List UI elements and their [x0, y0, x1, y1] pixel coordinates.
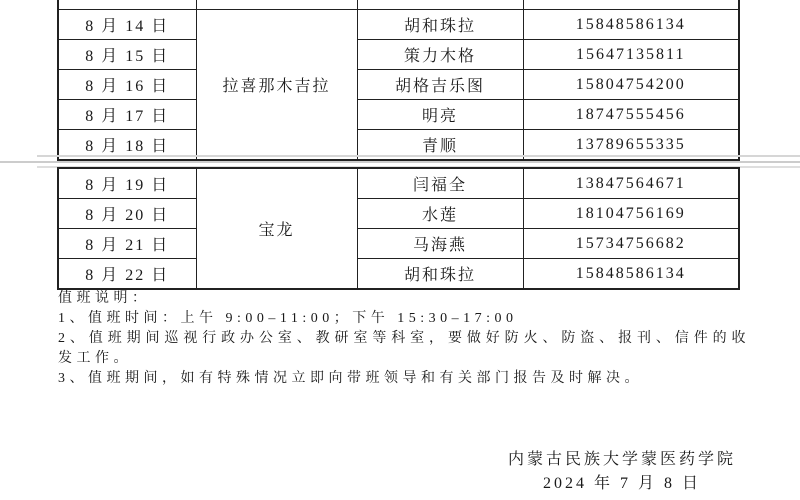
phone-cell: 15804754200 — [523, 70, 739, 100]
page-break-line — [0, 161, 800, 163]
phone-cell: 13847564671 — [523, 168, 739, 199]
table-row-clipped — [58, 0, 739, 10]
duty-notes — [58, 289, 750, 389]
page-break-line — [37, 155, 800, 157]
date-cell — [58, 0, 196, 10]
table-row — [58, 199, 739, 229]
name-cell: 青顺 — [357, 130, 523, 161]
notes-item-3: 3、值班期间，如有特殊情况立即向带班领导和有关部门报告及时解决。 — [58, 371, 643, 386]
date-cell: 8 月 22 日 — [58, 259, 196, 290]
leader-cell — [196, 0, 357, 10]
notes-item-2: 2、值班期间巡视行政办公室、教研室等科室，要做好防火、防盗、报刊、信件的收发工作。 — [58, 331, 750, 366]
table-row — [58, 10, 739, 40]
phone-cell: 13789655335 — [523, 130, 739, 161]
date-cell: 8 月 17 日 — [58, 100, 196, 130]
signature-date: 2024 年 7 月 8 日 — [542, 475, 701, 492]
name-cell: 马海燕 — [357, 229, 523, 259]
phone-cell: 15647135811 — [523, 40, 739, 70]
date-cell: 8 月 16 日 — [58, 70, 196, 100]
name-cell: 胡和珠拉 — [357, 10, 523, 40]
notes-item-1: 1、值班时间：上午 9:00–11:00；下午 15:30–17:00 — [58, 311, 518, 326]
name-cell: 闫福全 — [357, 168, 523, 199]
notes-title: 值班说明： — [58, 291, 151, 306]
phone-cell — [523, 0, 739, 10]
date-cell: 8 月 19 日 — [58, 168, 196, 199]
name-cell: 胡格吉乐图 — [357, 70, 523, 100]
name-cell: 明亮 — [357, 100, 523, 130]
signature-block — [472, 448, 772, 496]
phone-cell: 18747555456 — [523, 100, 739, 130]
table-row — [58, 259, 739, 290]
signature-organization: 内蒙古民族大学蒙医药学院 — [507, 451, 736, 468]
name-cell: 水莲 — [357, 199, 523, 229]
table-row — [58, 40, 739, 70]
date-cell: 8 月 20 日 — [58, 199, 196, 229]
table-row — [58, 229, 739, 259]
date-cell: 8 月 21 日 — [58, 229, 196, 259]
table-row — [58, 70, 739, 100]
duty-table-aug19-22 — [57, 167, 740, 290]
duty-table-aug14-18 — [57, 0, 740, 161]
name-cell: 胡和珠拉 — [357, 259, 523, 290]
name-cell: 策力木格 — [357, 40, 523, 70]
name-cell — [357, 0, 523, 10]
phone-cell: 15848586134 — [523, 10, 739, 40]
leader-cell: 宝龙 — [196, 168, 357, 289]
table-row — [58, 168, 739, 199]
date-cell: 8 月 18 日 — [58, 130, 196, 161]
date-cell: 8 月 14 日 — [58, 10, 196, 40]
phone-cell: 15734756682 — [523, 229, 739, 259]
date-cell: 8 月 15 日 — [58, 40, 196, 70]
phone-cell: 18104756169 — [523, 199, 739, 229]
table-row — [58, 100, 739, 130]
phone-cell: 15848586134 — [523, 259, 739, 290]
leader-cell: 拉喜那木吉拉 — [196, 10, 357, 161]
